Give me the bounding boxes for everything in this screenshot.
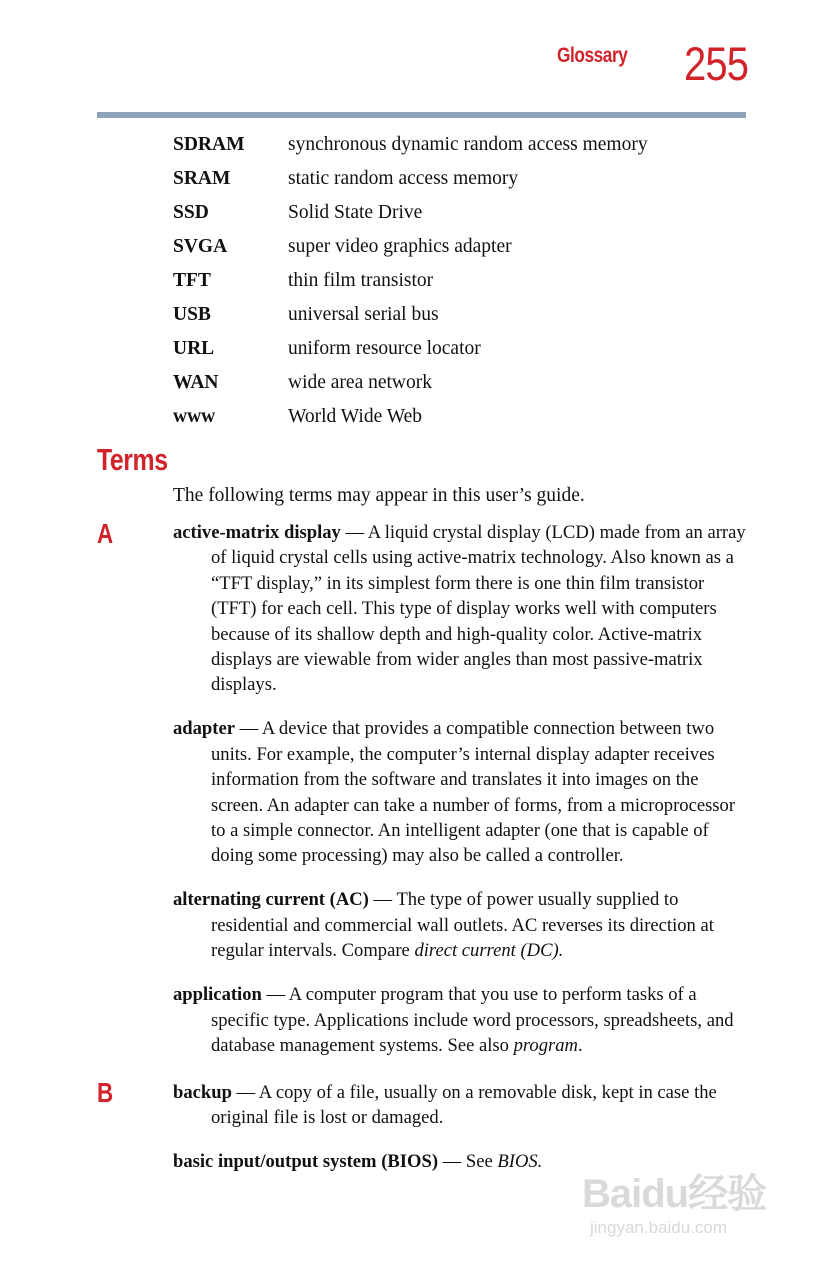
- entry-cross-reference: BIOS.: [497, 1151, 543, 1173]
- abbreviation-term: TFT: [173, 270, 211, 291]
- abbreviation-row: [173, 196, 753, 230]
- abbreviation-term: SVGA: [173, 236, 228, 257]
- abbreviation-term: SDRAM: [173, 134, 245, 155]
- terms-heading: Terms: [97, 442, 168, 477]
- abbreviation-term: SSD: [173, 202, 209, 223]
- abbreviation-term: www: [173, 406, 216, 427]
- abbreviation-definition: super video graphics adapter: [288, 236, 512, 257]
- abbreviation-term: USB: [173, 304, 211, 325]
- abbreviation-row: [173, 264, 753, 298]
- glossary-entry-application: [173, 982, 748, 1058]
- running-header-section: Glossary: [557, 44, 628, 67]
- entry-term: application: [173, 984, 262, 1006]
- entry-term: active-matrix display: [173, 522, 341, 543]
- abbreviation-row: [173, 332, 753, 366]
- entry-definition: — The type of power usually supplied to residential and commercial wall outlets. AC reverses its direction at regular intervals. Compare: [211, 889, 714, 962]
- watermark-logo: Baidu经验: [582, 1172, 767, 1216]
- abbreviation-row: [173, 298, 753, 332]
- entry-definition: — A liquid crystal display (LCD) made from an array of liquid crystal cells using active-matrix technology. Also known as a “TFT display,” in its simplest form there is one thin film transistor (TFT) for each cell. This type of display works well with computers because of its shallow depth and high-quality color. Active-matrix displays are viewable from wider angles than most passive-matrix displays.: [211, 522, 746, 696]
- entry-term: alternating current (AC): [173, 889, 369, 911]
- glossary-entries-b: [173, 1080, 748, 1187]
- abbreviation-term: SRAM: [173, 168, 231, 189]
- entry-term: basic input/output system (BIOS): [173, 1151, 439, 1173]
- entry-cross-reference: program: [513, 1035, 578, 1057]
- abbreviation-definition: thin film transistor: [288, 270, 434, 291]
- watermark-url: jingyan.baidu.com: [590, 1218, 728, 1237]
- letter-marker-a: A: [97, 518, 114, 549]
- glossary-entries-a: [173, 520, 748, 1071]
- entry-definition-tail: .: [577, 1035, 583, 1057]
- glossary-entry-adapter: [173, 716, 748, 868]
- abbreviation-definition: wide area network: [288, 372, 433, 393]
- abbreviation-definition: World Wide Web: [288, 406, 422, 427]
- glossary-entry-alternating-current: [173, 887, 748, 963]
- glossary-entry-active-matrix-display: [173, 520, 748, 698]
- entry-definition: — See: [438, 1151, 498, 1173]
- abbreviation-list: [173, 128, 753, 434]
- glossary-entry-backup: [173, 1080, 748, 1131]
- entry-definition: — A computer program that you use to perform tasks of a specific type. Applications include word processors, spreadsheets, and database management systems. See also: [211, 984, 734, 1057]
- abbreviation-definition: uniform resource locator: [288, 338, 481, 359]
- abbreviation-definition: Solid State Drive: [288, 202, 423, 223]
- entry-cross-reference: direct current (DC).: [414, 940, 564, 962]
- abbreviation-row: [173, 366, 753, 400]
- entry-term: backup: [173, 1082, 232, 1103]
- abbreviation-term: URL: [173, 338, 215, 359]
- entry-term: adapter: [173, 718, 235, 740]
- abbreviation-row: [173, 162, 753, 196]
- abbreviation-term: WAN: [173, 372, 219, 393]
- entry-definition: — A copy of a file, usually on a removable disk, kept in case the original file is lost or damaged.: [211, 1082, 717, 1129]
- abbreviation-definition: synchronous dynamic random access memory: [288, 134, 648, 155]
- abbreviation-definition: static random access memory: [288, 168, 519, 189]
- page-number: 255: [684, 37, 749, 90]
- abbreviation-definition: universal serial bus: [288, 304, 439, 325]
- letter-marker-b: B: [97, 1077, 114, 1108]
- abbreviation-row: [173, 128, 753, 162]
- header-rule: [97, 112, 746, 118]
- abbreviation-row: [173, 230, 753, 264]
- abbreviation-row: [173, 400, 753, 434]
- terms-intro: The following terms may appear in this user’s guide.: [173, 485, 585, 506]
- glossary-entry-bios: [173, 1149, 748, 1174]
- entry-definition: — A device that provides a compatible connection between two units. For example, the computer’s internal display adapter receives information from the software and translates it into images on the screen. An adapter can take a number of forms, from a microprocessor to a simple connector. An intelligent adapter (one that is capable of doing some processing) may also be called a controller.: [211, 718, 736, 867]
